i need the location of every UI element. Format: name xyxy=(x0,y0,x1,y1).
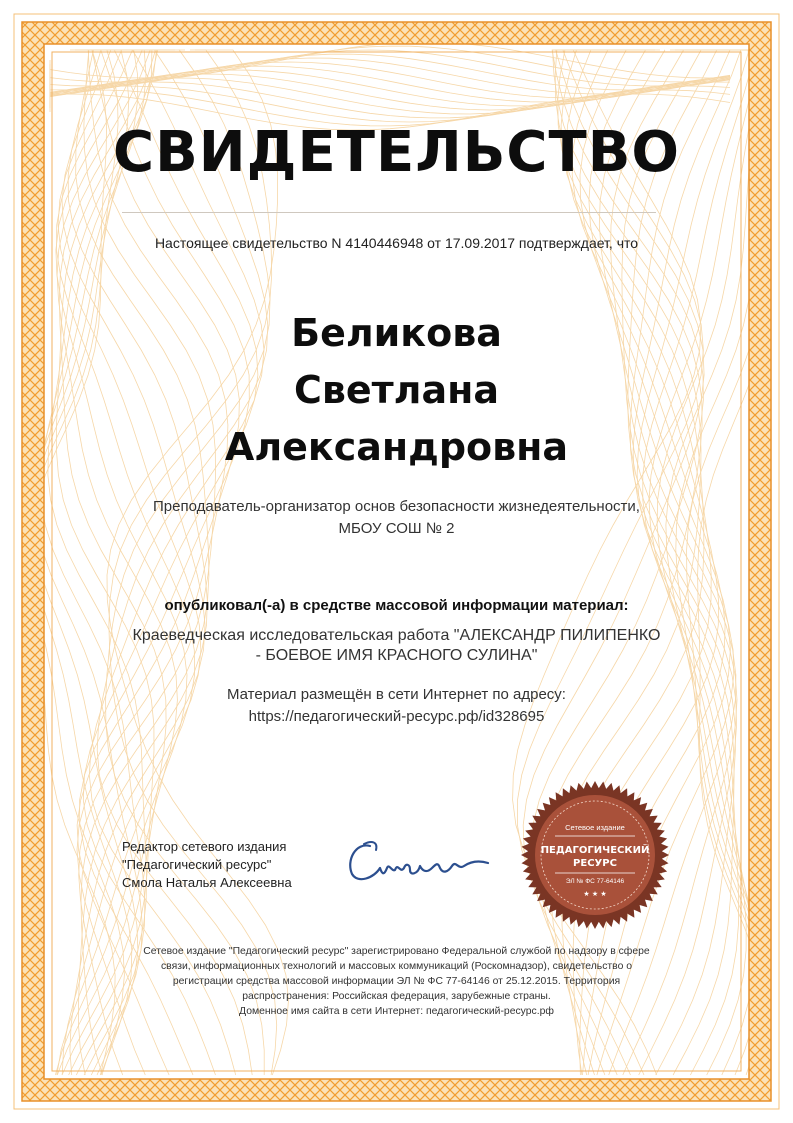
url-label: Материал размещён в сети Интернет по адресу: xyxy=(227,686,566,703)
footer-registration-note xyxy=(110,944,683,1019)
seal-registration: ЭЛ № ФС 77-64146 xyxy=(565,878,625,885)
title-divider xyxy=(122,212,656,213)
recipient-position xyxy=(100,496,693,540)
footer-line: регистрации средства массовой информации ЭЛ № ФС 77-64146 от 25.12.2015. Территория xyxy=(172,976,621,987)
footer-line: распространения: Российская федерация, зарубежные страны. xyxy=(242,991,551,1002)
publisher-seal xyxy=(520,780,670,930)
recipient-name xyxy=(0,305,793,476)
work-title xyxy=(100,626,693,666)
work-title-line: - БОЕВОЕ ИМЯ КРАСНОГО СУЛИНА" xyxy=(255,647,538,664)
footer-line: Доменное имя сайта в сети Интернет: педагогический-ресурс.рф xyxy=(239,1006,554,1017)
recipient-surname: Беликова xyxy=(291,311,502,355)
school-line: МБОУ СОШ № 2 xyxy=(338,520,455,537)
certificate-title: СВИДЕТЕЛЬСТВО xyxy=(112,120,680,185)
footer-line: Сетевое издание "Педагогический ресурс" зарегистрировано Федеральной службой по надзору в сфере xyxy=(143,946,650,957)
published-label: опубликовал(-а) в средстве массовой информации материал: xyxy=(164,597,629,614)
editor-name: Смола Наталья Алексеевна xyxy=(122,875,292,890)
seal-main-text: ПЕДАГОГИЧЕСКИЙ xyxy=(540,845,650,856)
recipient-patronymic: Александровна xyxy=(224,425,569,469)
editor-signature xyxy=(340,830,500,890)
work-title-line: Краеведческая исследовательская работа "АЛЕКСАНДР ПИЛИПЕНКО xyxy=(132,627,661,644)
footer-line: связи, информационных технологий и массовых коммуникаций (Роскомнадзор), свидетельство о xyxy=(160,961,633,972)
seal-top-text: Сетевое издание xyxy=(565,823,625,832)
recipient-first-name: Светлана xyxy=(293,368,500,412)
material-location xyxy=(0,684,793,728)
material-url: https://педагогический-ресурс.рф/id328695 xyxy=(248,708,545,725)
position-line: Преподаватель-организатор основ безопасности жизнедеятельности, xyxy=(153,498,640,515)
certificate-intro: Настоящее свидетельство N 4140446948 от 17.09.2017 подтверждает, что xyxy=(154,235,639,251)
editor-line: "Педагогический ресурс" xyxy=(122,857,272,872)
seal-stars: ★ ★ ★ xyxy=(583,890,607,898)
editor-line: Редактор сетевого издания xyxy=(122,839,287,854)
editor-block xyxy=(122,838,292,892)
seal-main-text: РЕСУРС xyxy=(573,858,617,869)
